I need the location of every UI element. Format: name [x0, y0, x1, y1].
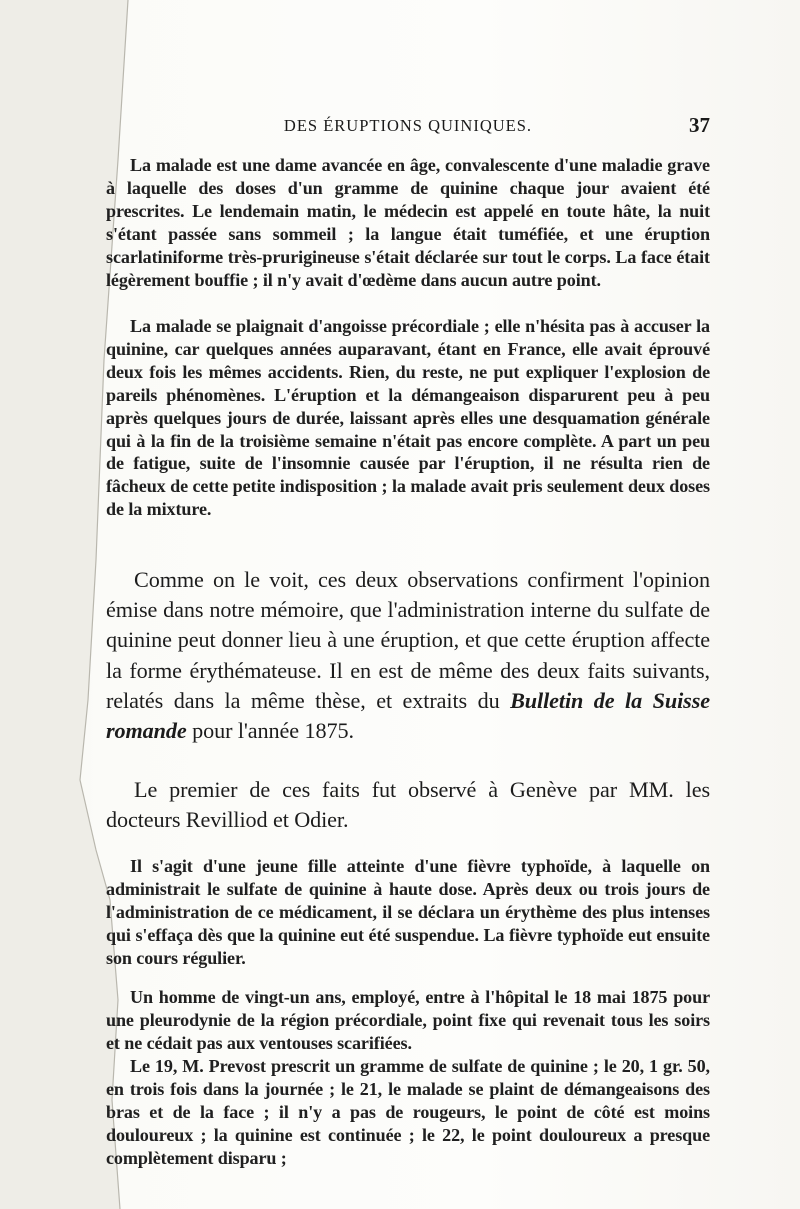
paragraph-5: Il s'agit d'une jeune fille atteinte d'une fièvre typhoïde, à laquelle on administrait le sulfate de quinine à haute dose. Après deux ou trois jours de l'administration de ce médicament, il se déclara un érythème des plus intenses qui s'effaça dès que la quinine eut été suspendue. La fièvre typhoïde eut ensuite son cours régulier. [106, 856, 710, 968]
running-title: DES ÉRUPTIONS QUINIQUES. [283, 116, 533, 135]
page-header [106, 113, 710, 140]
paragraph-3 [106, 565, 710, 746]
paragraph-2: La malade se plaignait d'angoisse précordiale ; elle n'hésita pas à accuser la quinine, car quelques années auparavant, étant en France, elle avait éprouvé deux fois les mêmes accidents. Rien, du reste, ne put expliquer l'explosion de pareils phénomènes. L'éruption et la démangeaison disparurent peu à peu après quelques jours de durée, laissant après elles une desquamation générale qui à la fin de la troisième semaine n'était pas encore complète. A part un peu de fatigue, suite de l'insomnie causée par l'éruption, il ne résulta rien de fâcheux de cette petite indisposition ; la malade avait pris seulement deux doses de la mixture. [106, 316, 710, 520]
paragraph-4: Le premier de ces faits fut observé à Genève par MM. les docteurs Revilliod et Odier. [106, 777, 710, 833]
paragraph-7: Le 19, M. Prevost prescrit un gramme de sulfate de quinine ; le 20, 1 gr. 50, en trois fois dans la journée ; le 21, le malade se plaint de démangeaisons des bras et de la face ; il n'y a pas de rougeurs, le point de côté est moins douloureux ; la quinine est continuée ; le 22, le point douloureux a presque complètement disparu ; [106, 1056, 710, 1168]
bulletin-title: Bulletin de la Suisse romande [106, 687, 710, 744]
paragraph-3-text: Comme on le voit, ces deux observations confirment l'opinion émise dans notre mémoire, que l'administration interne du sulfate de quinine peut donner lieu à une éruption, et que cette éruption affecte la forme érythémateuse. Il en est de même des deux faits suivants, relatés dans la même thèse, et extraits du [106, 567, 710, 713]
paragraph-3-end: pour l'année 1875. [186, 718, 354, 744]
paragraph-1: La malade est une dame avancée en âge, convalescente d'une maladie grave à laquelle des doses d'un gramme de quinine chaque jour avaient été prescrites. Le lendemain matin, le médecin est appelé en toute hâte, la nuit s'étant passée sans sommeil ; la langue était tuméfiée, et une éruption scarlatiniforme très-prurigineuse s'était déclarée sur tout le corps. La face était légèrement bouffie ; il n'y avait d'œdème dans aucun autre point. [106, 155, 710, 290]
page-number: 37 [689, 113, 710, 137]
paragraph-6: Un homme de vingt-un ans, employé, entre à l'hôpital le 18 mai 1875 pour une pleurodynie de la région précordiale, point fixe qui revenait tous les soirs et ne cédait pas aux ventouses scarifiées. [106, 987, 710, 1053]
